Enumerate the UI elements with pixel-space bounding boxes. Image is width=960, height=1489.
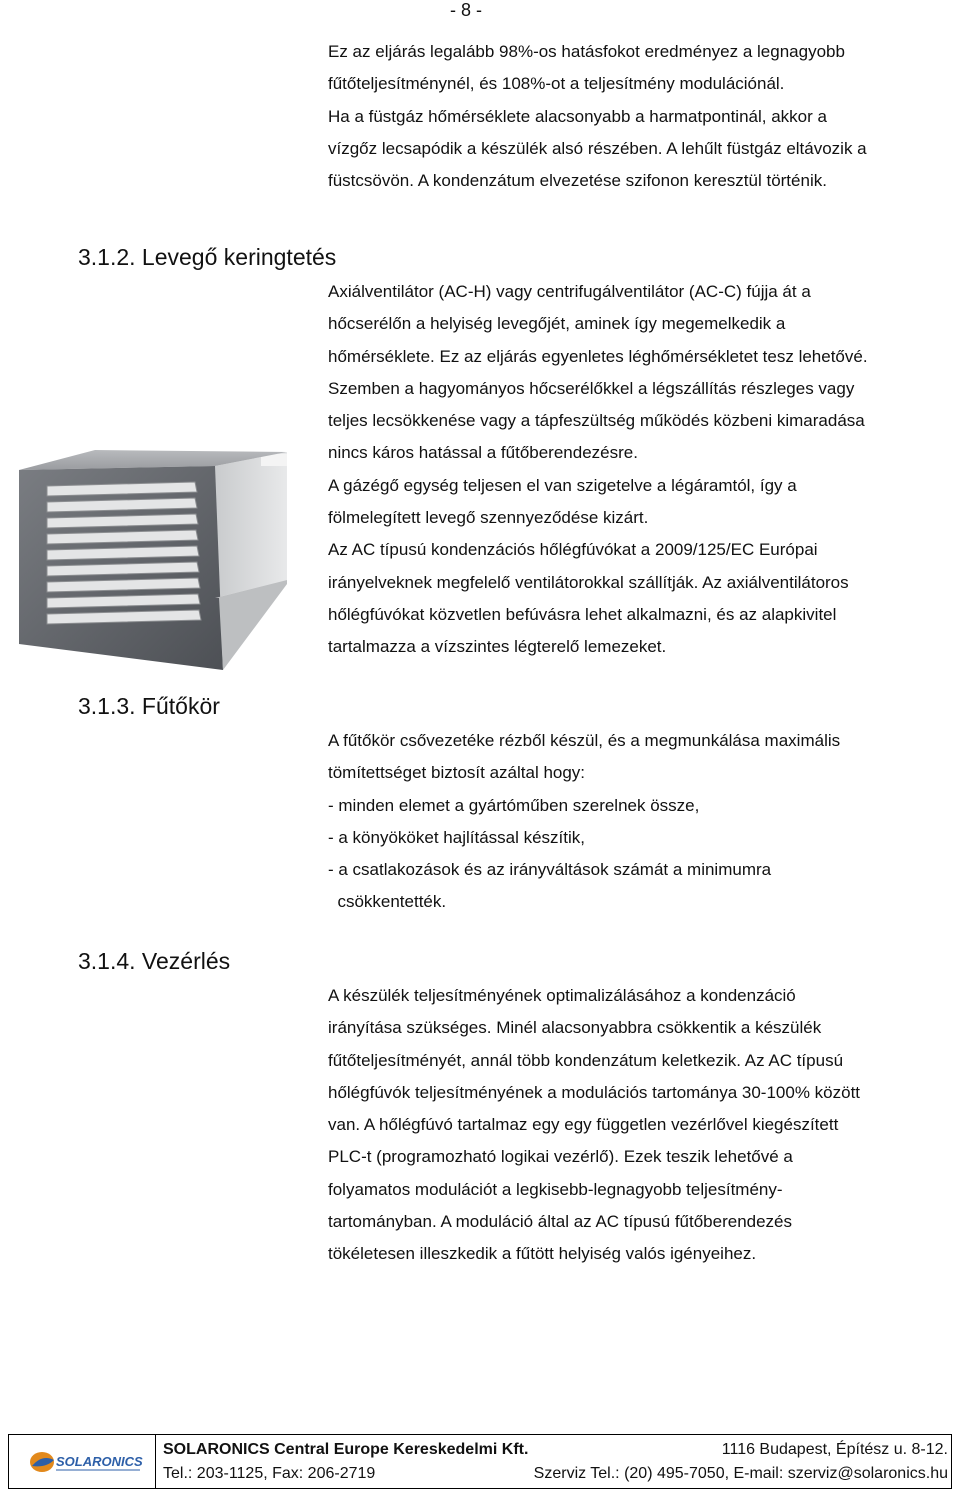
footer-service: Szerviz Tel.: (20) 495-7050, E-mail: szerviz@solaronics.hu (533, 1465, 948, 1482)
text-line: hőcserélőn a helyiség levegőjét, aminek így megemelkedik a (328, 314, 786, 334)
text-line: tömítettséget biztosít azáltal hogy: (328, 763, 586, 783)
text-line: - a csatlakozások és az irányváltások számát a minimumra (328, 860, 772, 880)
text-line: - a könyököket hajlítással készítik, (328, 827, 586, 847)
text-line: fűtőteljesítménynél, és 108%-ot a teljesítmény modulációnál. (328, 74, 785, 94)
text-line: csökkentették. (328, 892, 447, 912)
intro-paragraph (328, 36, 938, 197)
text-line: A készülék teljesítményének optimalizálásához a kondenzáció (328, 986, 796, 1005)
text-line: irányelveknek megfelelő ventilátorokkal szállítják. Az axiálventilátoros (328, 572, 849, 592)
logo-text: SOLARONICS (56, 1454, 143, 1469)
footer-address: 1116 Budapest, Építész u. 8-12. (721, 1441, 948, 1458)
text-line: hőlégfúvók teljesítményének a modulációs tartománya 30-100% között (328, 1082, 861, 1102)
text-line: Ez az eljárás legalább 98%-os hatásfokot eredményez a legnagyobb (328, 42, 845, 61)
section-body-vezerles (328, 980, 938, 1271)
text-line: A fűtőkör csővezetéke rézből készül, és a megmunkálása maximális (328, 731, 841, 750)
text-line: tartalmazza a vízszintes légterelő lemezeket. (328, 637, 667, 657)
text-line: Axiálventilátor (AC-H) vagy centrifugálventilátor (AC-C) fújja át a (328, 282, 811, 301)
text-line: teljes lecsökkenése vagy a tápfeszültség működés közbeni kimaradása (328, 411, 865, 431)
text-line: Az AC típusú kondenzációs hőlégfúvókat a 2009/125/EC Európai (328, 540, 818, 560)
footer-phone: Tel.: 203-1125, Fax: 206-2719 (163, 1465, 376, 1482)
text-line: irányítása szükséges. Minél alacsonyabbra csökkentik a készülék (328, 1018, 822, 1038)
footer-top-rule (8, 1434, 952, 1435)
section-heading-levego: 3.1.2. Levegő keringtetés (78, 244, 337, 270)
text-line: hőlégfúvókat közvetlen befúvásra lehet alkalmazni, és az alapkivitel (328, 604, 837, 624)
footer-company: SOLARONICS Central Europe Kereskedelmi Kft. (163, 1441, 529, 1458)
text-line: fölmelegített levegő szennyeződése kizárt. (328, 508, 649, 528)
text-line: PLC-t (programozható logikai vezérlő). Ezek teszik lehetővé a (328, 1147, 793, 1167)
footer-border (8, 1434, 9, 1489)
section-body-levego (328, 276, 938, 664)
section-heading-vezerles: 3.1.4. Vezérlés (78, 948, 231, 974)
text-line: fűtőteljesítményét, annál több kondenzátum keletkezik. Az AC típusú (328, 1050, 844, 1070)
footer-border (951, 1434, 952, 1489)
page-number: - 8 - (450, 0, 483, 20)
text-line: folyamatos modulációt a legkisebb-legnagyobb teljesítmény- (328, 1179, 783, 1199)
text-line: vízgőz lecsapódik a készülék alsó részében. A lehűlt füstgáz eltávozik a (328, 138, 867, 158)
footer-divider (155, 1434, 156, 1489)
section-heading-futokor: 3.1.3. Fűtőkör (78, 693, 220, 719)
solaronics-logo (28, 1444, 146, 1480)
text-line: hőmérséklete. Ez az eljárás egyenletes léghőmérsékletet tesz lehetővé. (328, 346, 868, 366)
section-body-futokor (328, 725, 938, 919)
text-line: A gázégő egység teljesen el van szigetelve a légáramtól, így a (328, 475, 797, 495)
text-line: Szemben a hagyományos hőcserélőkkel a légszállítás részleges vagy (328, 378, 855, 398)
text-line: tökéletesen illeszkedik a fűtött helyiség valós igényeihez. (328, 1244, 757, 1264)
text-line: - minden elemet a gyártóműben szerelnek össze, (328, 795, 700, 815)
text-line: füstcsövön. A kondenzátum elvezetése szifonon keresztül történik. (328, 171, 827, 191)
text-line: nincs káros hatással a fűtőberendezésre. (328, 443, 638, 463)
text-line: tartományban. A moduláció által az AC típusú fűtőberendezés (328, 1212, 793, 1232)
page-footer (0, 1434, 960, 1489)
text-line: van. A hőlégfúvó tartalmaz egy egy független vezérlővel kiegészített (328, 1115, 839, 1135)
text-line: Ha a füstgáz hőmérséklete alacsonyabb a harmatpontinál, akkor a (328, 106, 827, 126)
air-heater-image (15, 448, 295, 678)
